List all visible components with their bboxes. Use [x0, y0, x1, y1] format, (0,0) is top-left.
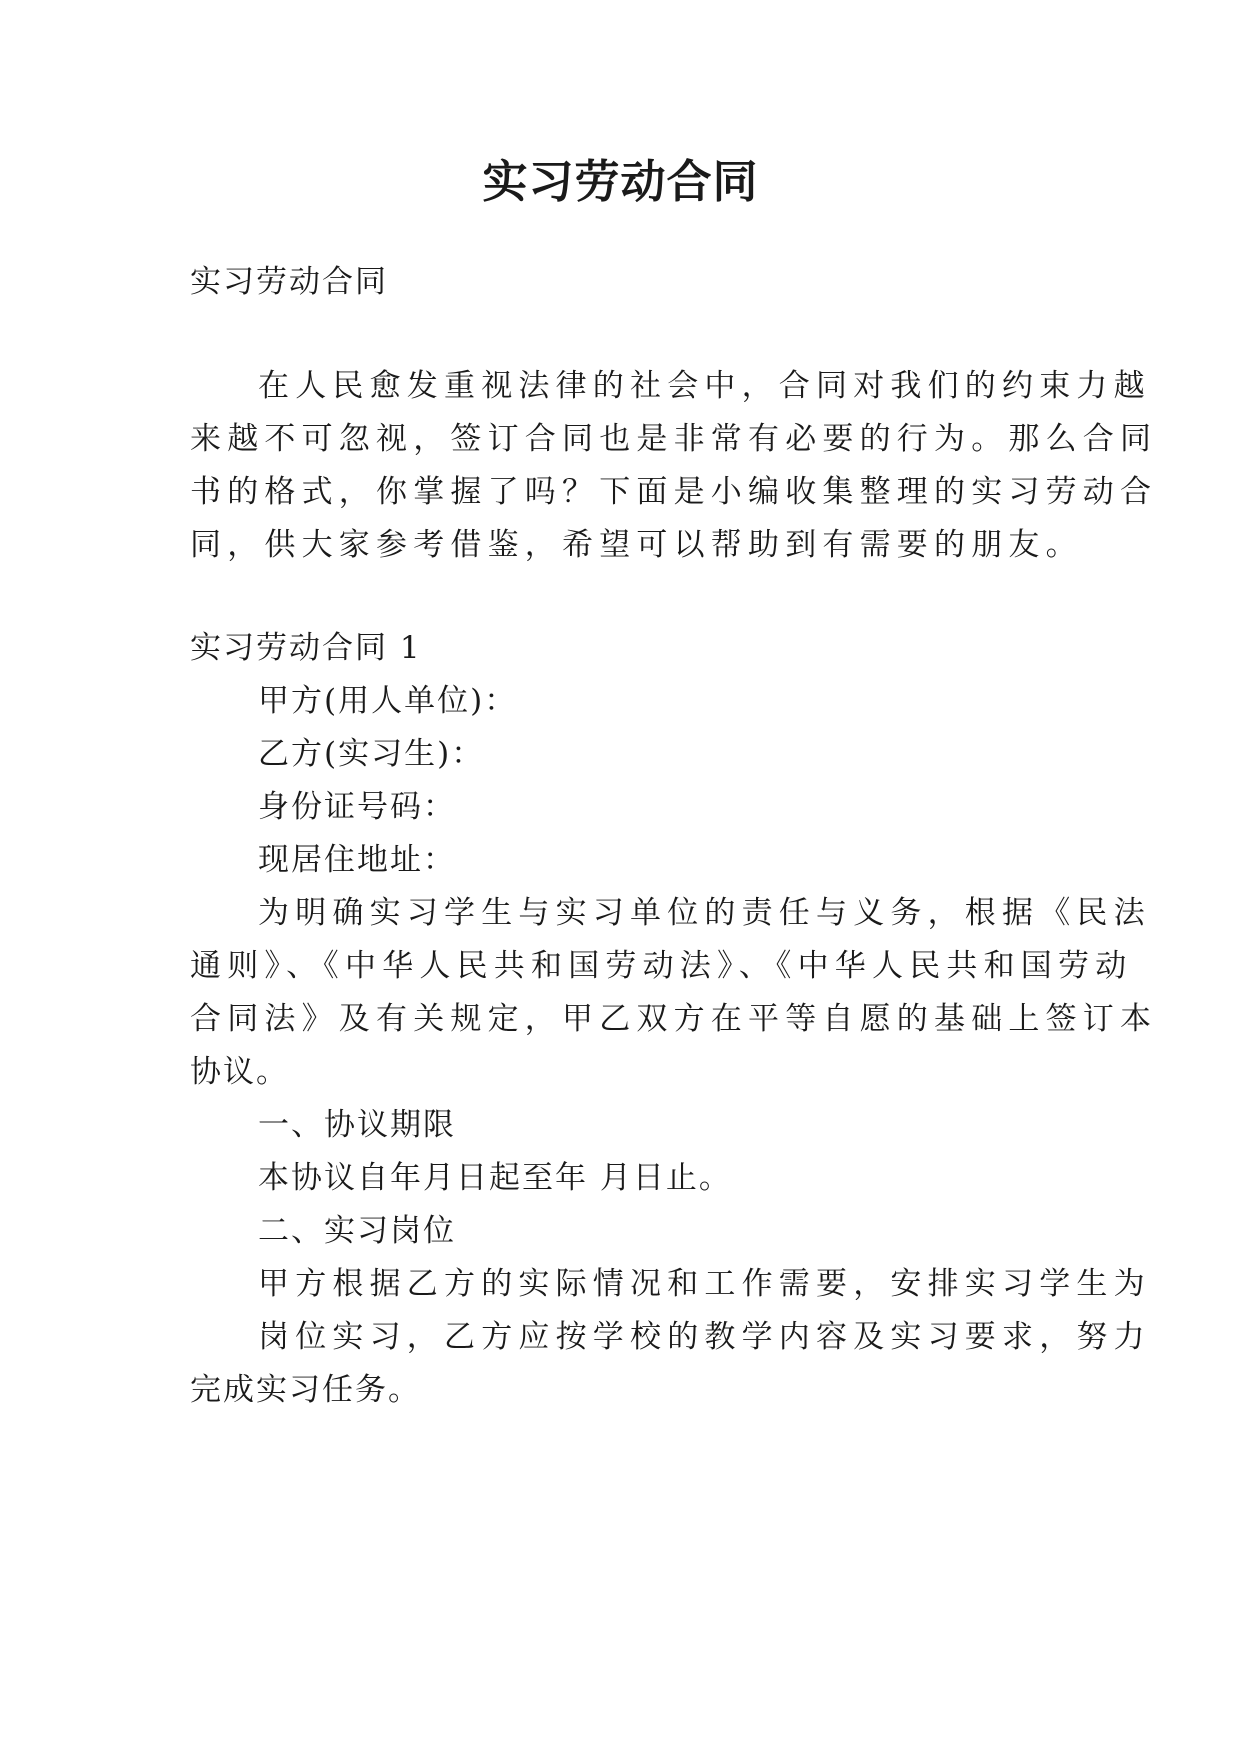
clause-2-line-1: 甲方根据乙方的实际情况和工作需要，安排实习学生为	[258, 1266, 1151, 1302]
clause-2-line-2: 岗位实习，乙方应按学校的教学内容及实习要求，努力	[258, 1319, 1151, 1355]
section-heading: 实习劳动合同 1	[190, 630, 422, 666]
document-title: 实习劳动合同	[482, 155, 759, 208]
party-a-label: 甲方(用人单位)：	[258, 683, 518, 719]
intro-line-4: 同，供大家参考借鉴，希望可以帮助到有需要的朋友。	[190, 527, 1083, 563]
purpose-line-1: 为明确实习学生与实习单位的责任与义务，根据《民法	[258, 895, 1151, 931]
intro-line-2: 来越不可忽视，签订合同也是非常有必要的行为。那么合同	[190, 421, 1158, 457]
clause-1-text: 本协议自年月日起至年 月日止。	[258, 1160, 732, 1196]
clause-1-heading: 一、协议期限	[258, 1107, 456, 1143]
id-number-label: 身份证号码：	[258, 789, 456, 825]
address-label: 现居住地址：	[258, 842, 456, 878]
purpose-line-2: 通则》、《中华人民共和国劳动法》、《中华人民共和国劳动	[190, 948, 1133, 984]
document-subtitle: 实习劳动合同	[190, 264, 388, 300]
clause-2-line-3: 完成实习任务。	[190, 1372, 421, 1408]
purpose-line-3: 合同法》及有关规定，甲乙双方在平等自愿的基础上签订本	[190, 1001, 1158, 1037]
purpose-line-4: 协议。	[190, 1054, 289, 1090]
intro-line-3: 书的格式，你掌握了吗？下面是小编收集整理的实习劳动合	[190, 474, 1158, 510]
clause-2-heading: 二、实习岗位	[258, 1213, 456, 1249]
intro-line-1: 在人民愈发重视法律的社会中，合同对我们的约束力越	[258, 368, 1151, 404]
party-b-label: 乙方(实习生)：	[258, 736, 485, 772]
